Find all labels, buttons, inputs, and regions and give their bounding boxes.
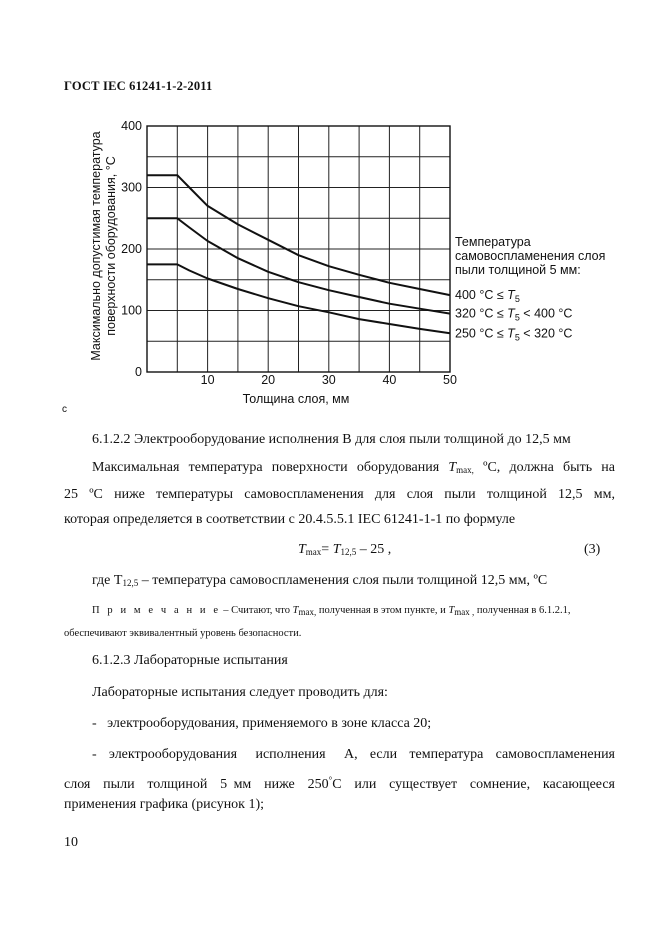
x-tick-label: 20 — [261, 373, 276, 387]
formula-3: $T_{max}= T_{12,5} - 25$ , — [298, 542, 392, 557]
list-item-type-a-line1: - электрооборудования исполнения А, если температура самовоспламенения — [92, 747, 615, 762]
x-tick-label: 50 — [443, 373, 457, 387]
y-axis-label-line2: поверхности оборудования, °С — [104, 156, 118, 336]
legend-label-2: 320 $^\circ C \le T_5 < 400$ °C — [455, 306, 573, 323]
legend-items — [455, 288, 572, 342]
stray-mark: с — [62, 404, 67, 415]
note-line1: П р и м е ч а н и е – Считают, что Tmax, полученная в этом пункте, и Tmax , полученная в 6.1.2.1, — [92, 605, 571, 617]
page-number: 10 — [64, 835, 78, 850]
note-line2: обеспечивают эквивалентный уровень безопасности. — [64, 628, 302, 639]
y-tick-label: 200 — [121, 242, 142, 256]
paragraph-max-temperature-line3: которая определяется в соответствии с 20.4.5.5.1 IEC 61241-1-1 по формуле — [64, 512, 516, 527]
y-tick-label: 300 — [121, 180, 142, 195]
document-header: ГОСТ IEC 61241-1-2-2011 — [64, 79, 213, 93]
x-tick-label: 40 — [382, 373, 397, 387]
formula-number: (3) — [584, 542, 601, 557]
legend-title-line3: пыли толщиной 5 мм: — [455, 263, 581, 277]
section-6123-intro: Лабораторные испытания следует проводить для: — [92, 685, 388, 700]
section-6123-heading: 6.1.2.3 Лабораторные испытания — [92, 653, 288, 668]
x-tick-label: 10 — [200, 373, 215, 387]
chart-ticks — [121, 119, 457, 387]
y-axis-label-line1: Максимально допустимая температура — [89, 131, 103, 361]
x-axis-label: Толщина слоя, мм — [242, 392, 350, 406]
list-item-zone-20: - электрооборудования, применяемого в зоне класса 20; — [92, 716, 432, 731]
paragraph-max-temperature-line2: 25 ºC ниже температуры самовоспламенения для слоя пыли толщиной 12,5 мм, — [64, 487, 615, 502]
formula-where-clause: где $Т_{12,5}$ – температура самовоспламенения слоя пыли толщиной 12,5 мм, ºС — [92, 573, 548, 588]
paragraph-max-temperature-line1: Максимальная температура поверхности оборудования $T_{max,}$ ºC, должна быть на — [92, 460, 615, 475]
legend-title-line1: Температура — [455, 235, 531, 249]
y-tick-label: 0 — [135, 365, 142, 379]
legend-label-3: 250 $^\circ C \le T_5 < 320$ °C — [455, 326, 573, 343]
list-item-type-a-line3: применения графика (рисунок 1); — [64, 797, 265, 812]
x-tick-label: 30 — [321, 373, 336, 387]
figure-chart — [0, 0, 661, 420]
list-item-type-a-line2: слоя пыли толщиной 5 мм ниже 250°С или существует сомнение, касающееся — [64, 775, 616, 792]
legend-title-line2: самовоспламенения слоя — [455, 249, 606, 263]
chart-grid — [147, 126, 450, 372]
section-6122-heading: 6.1.2.2 Электрооборудование исполнения В для слоя пыли толщиной до 12,5 мм — [92, 432, 571, 447]
legend-label-1: 400 $^\circ C \le T_5$ — [455, 288, 520, 305]
y-tick-label: 100 — [121, 303, 142, 318]
y-tick-label: 400 — [121, 119, 142, 133]
